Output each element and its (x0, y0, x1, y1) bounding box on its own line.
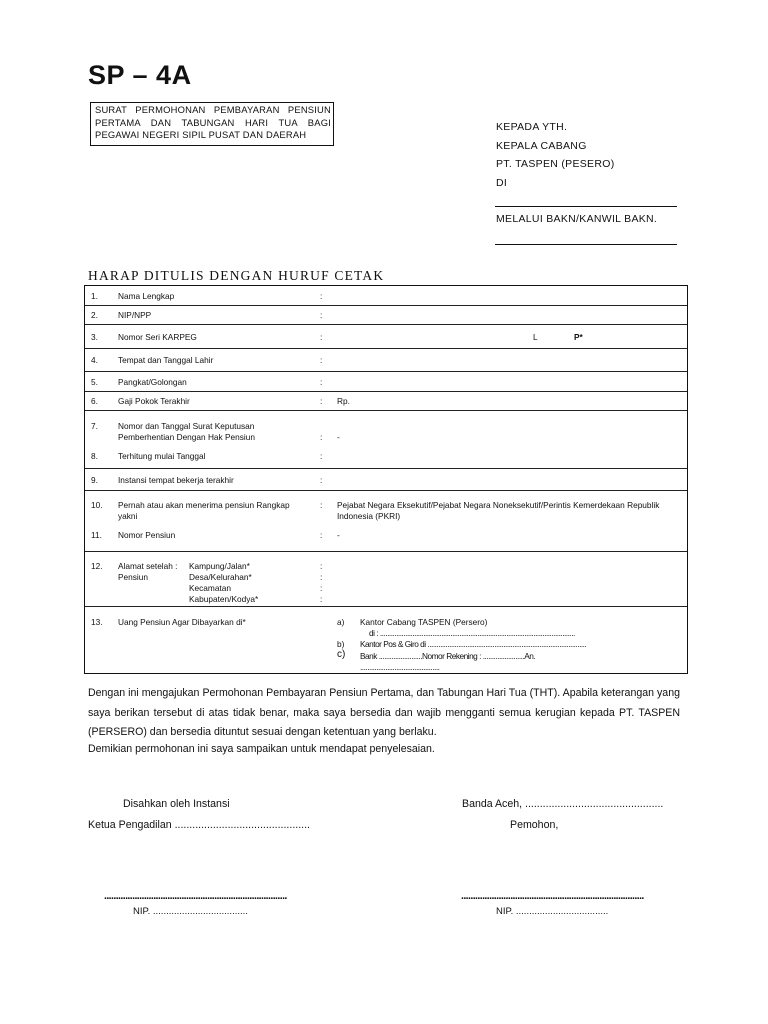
signature-line-right[interactable]: .............................................................................. (461, 890, 644, 902)
row-divider (85, 324, 687, 325)
declaration-closing: Demikian permohonan ini saya sampaikan untuk mendapat penyelesaian. (88, 743, 435, 755)
field-label-ttl: Tempat dan Tanggal Lahir (118, 355, 214, 365)
subject-line: PEGAWAI NEGERI SIPIL PUSAT DAN DAERAH (95, 129, 307, 140)
field-colon: : (320, 310, 323, 320)
field-colon: : (320, 355, 323, 365)
field-label-sk-line1: Nomor dan Tanggal Surat Keputusan (118, 421, 255, 431)
field-number: 6. (91, 396, 98, 406)
recipient-line1: KEPADA YTH. (496, 121, 568, 133)
recipient-blank-line[interactable] (495, 206, 677, 207)
address-sub-kabupaten: Kabupaten/Kodya* (189, 594, 259, 604)
row-divider (85, 490, 687, 491)
signature-line-left[interactable]: .............................................................................. (104, 890, 287, 902)
field-colon: : (320, 332, 323, 342)
declaration-paragraph: Dengan ini mengajukan Permohonan Pembayaran Pensiun Pertama, dan Tabungan Hari Tua (THT). Apabila keterangan yang saya berikan tersebut di atas tidak benar, maka saya bersedia dan wajib mengganti semua kerugian kepada PT. TASPEN (PERSERO) dan bersedia dituntut sesuai dengan ketentuan yang berlaku. (88, 687, 680, 738)
payment-option-taspen[interactable]: Kantor Cabang TASPEN (Persero) (360, 617, 488, 627)
subject-box (90, 102, 334, 146)
field-value-nomor-pensiun[interactable]: - (337, 530, 340, 540)
field-value-gaji[interactable]: Rp. (337, 396, 350, 406)
field-label-rangkap-line1: Pernah atau akan menerima pensiun Rangkap (118, 500, 290, 510)
place-date-line[interactable]: Banda Aceh, ............................................... (462, 798, 664, 810)
field-value-rangkap-line1[interactable]: Pejabat Negara Eksekutif/Pejabat Negara Noneksekutif/Perintis Kemerdekaan Republik (337, 500, 660, 510)
field-colon: : (320, 500, 323, 510)
field-colon: : (320, 475, 323, 485)
row-divider (85, 551, 687, 552)
field-colon: : (320, 451, 323, 461)
field-number: 4. (91, 355, 98, 365)
field-label-nip: NIP/NPP (118, 310, 152, 320)
court-head-label[interactable]: Ketua Pengadilan .............................................. (88, 819, 310, 831)
payment-taspen-location[interactable]: di : ............................................................................................................ (369, 628, 575, 638)
recipient-line4: DI (496, 177, 508, 189)
field-label-karpeg: Nomor Seri KARPEG (118, 332, 197, 342)
nip-right[interactable]: NIP. ................................... (496, 906, 609, 917)
row-divider (85, 305, 687, 306)
approval-label: Disahkan oleh Instansi (123, 798, 230, 810)
field-colon: : (320, 291, 323, 301)
applicant-label: Pemohon, (510, 819, 559, 831)
field-value-sk[interactable]: - (337, 432, 340, 442)
field-colon: : (320, 377, 323, 387)
field-number: 12. (91, 561, 103, 571)
address-sub-kecamatan: Kecamatan (189, 583, 231, 593)
gender-option-l[interactable]: L (533, 332, 538, 342)
address-sub-jalan: Kampung/Jalan* (189, 561, 250, 571)
field-number: 8. (91, 451, 98, 461)
row-divider (85, 348, 687, 349)
field-number: 1. (91, 291, 98, 301)
field-colon: : (320, 572, 323, 582)
field-colon: : (320, 530, 323, 540)
recipient-via: MELALUI BAKN/KANWIL BAKN. (496, 213, 658, 225)
field-label-tmt: Terhitung mulai Tanggal (118, 451, 206, 461)
nip-left[interactable]: NIP. .................................... (133, 906, 248, 917)
field-label-nama: Nama Lengkap (118, 291, 175, 301)
field-number: 10. (91, 500, 103, 510)
subject-line: SURAT PERMOHONAN PEMBAYARAN PENSIUN (95, 104, 331, 115)
row-divider (85, 468, 687, 469)
field-colon: : (320, 396, 323, 406)
payment-option-pos[interactable]: Kantor Pos & Giro di ........................................................................................ (360, 639, 587, 649)
field-colon: : (320, 583, 323, 593)
instruction-caption: HARAP DITULIS DENGAN HURUF CETAK (88, 268, 385, 283)
row-divider (85, 410, 687, 411)
subject-line: PERTAMA DAN TABUNGAN HARI TUA BAGI (95, 116, 331, 128)
field-colon: : (320, 432, 323, 442)
recipient-line3: PT. TASPEN (PESERO) (496, 158, 615, 170)
payment-option-key[interactable]: c) (337, 649, 346, 660)
field-number: 11. (91, 530, 102, 540)
recipient-line2: KEPALA CABANG (496, 140, 587, 152)
field-label-bayar: Uang Pensiun Agar Dibayarkan di* (118, 617, 246, 627)
field-number: 13. (91, 617, 103, 627)
field-label-pangkat: Pangkat/Golongan (118, 377, 187, 387)
field-label-alamat-line2: Pensiun (118, 572, 148, 582)
field-label-instansi: Instansi tempat bekerja terakhir (118, 475, 234, 485)
field-label-sk-line2: Pemberhentian Dengan Hak Pensiun (118, 432, 255, 442)
payment-option-key[interactable]: a) (337, 617, 345, 627)
field-colon: : (320, 561, 323, 571)
row-divider (85, 391, 687, 392)
field-label-gaji: Gaji Pokok Terakhir (118, 396, 190, 406)
field-number: 9. (91, 475, 98, 485)
payment-option-bank[interactable]: Bank ........................Nomor Rekening : .......................An. (360, 651, 536, 661)
address-sub-desa: Desa/Kelurahan* (189, 572, 252, 582)
field-number: 2. (91, 310, 98, 320)
application-form-table (84, 285, 688, 674)
via-blank-line[interactable] (495, 244, 677, 245)
field-label-alamat-line1: Alamat setelah : (118, 561, 178, 571)
row-divider (85, 371, 687, 372)
row-divider (85, 606, 687, 607)
payment-bank-account-name[interactable]: ............................................ (360, 662, 440, 672)
field-colon: : (320, 594, 323, 604)
gender-option-p[interactable]: P* (574, 332, 583, 342)
field-label-nomor-pensiun: Nomor Pensiun (118, 530, 176, 540)
field-number: 5. (91, 377, 98, 387)
field-label-rangkap-line2: yakni (118, 511, 138, 521)
field-number: 7. (91, 421, 98, 431)
field-value-rangkap-line2[interactable]: Indonesia (PKRI) (337, 511, 401, 521)
form-code-title: SP – 4A (88, 60, 192, 90)
payment-option-key[interactable]: b) (337, 639, 345, 649)
field-number: 3. (91, 332, 98, 342)
